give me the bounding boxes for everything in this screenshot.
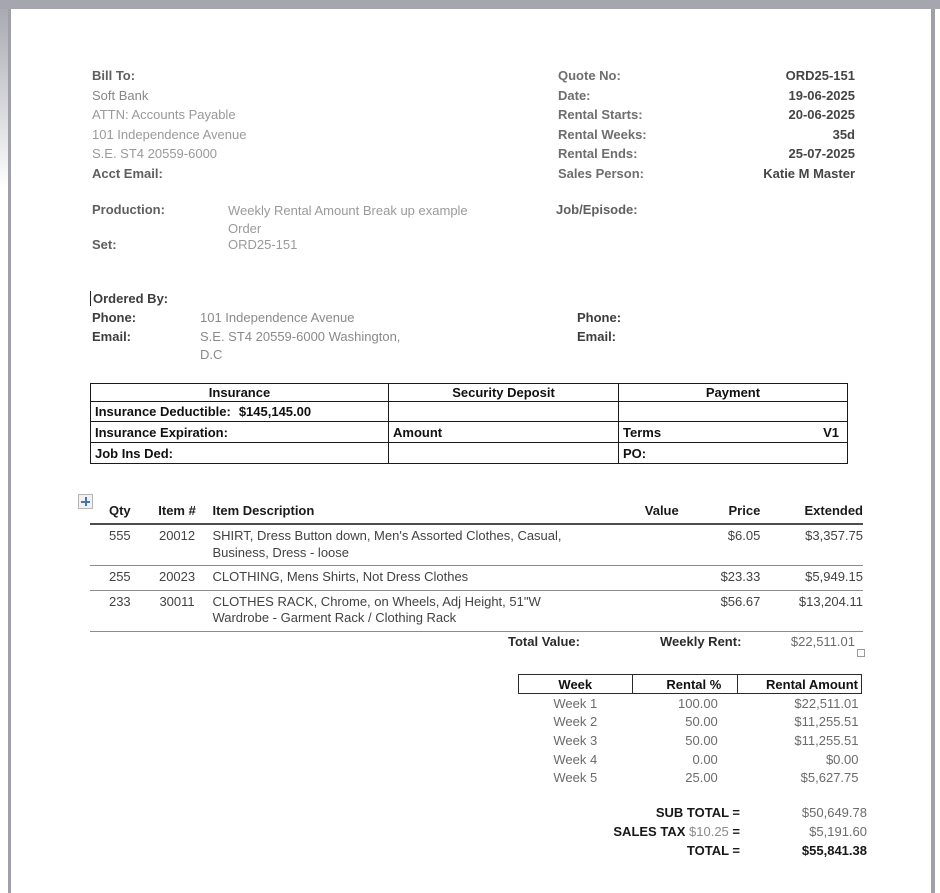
rental-amount-header: Rental Amount	[738, 675, 862, 694]
po-label: PO:	[619, 443, 848, 464]
week-pct: 50.00	[685, 714, 718, 730]
job-episode-label: Job/Episode:	[556, 202, 638, 217]
total-row	[430, 841, 867, 860]
production-value-line1: Weekly Rental Amount Break up example	[228, 203, 468, 218]
item-description-line1: CLOTHING, Mens Shirts, Not Dress Clothes	[212, 569, 469, 584]
item-no-header: Item #	[150, 503, 205, 524]
item-row	[90, 524, 863, 566]
salestax-value: $5,191.60	[809, 824, 867, 839]
price-header: Price	[679, 503, 761, 524]
rental-ends-label: Rental Ends:	[558, 146, 638, 162]
set-label: Set:	[92, 237, 117, 252]
item-value	[562, 590, 679, 631]
acct-email-label: Acct Email:	[92, 165, 163, 181]
week-pct: 25.00	[685, 770, 718, 786]
subtotal-label: SUB TOTAL =	[655, 805, 740, 820]
insurance-row-deductible	[91, 402, 848, 422]
weekly-rent-label: Weekly Rent:	[660, 634, 742, 649]
quote-row	[558, 86, 855, 106]
salestax-equals: =	[732, 824, 740, 839]
email-value-line1: S.E. ST4 20559-6000 Washington,	[200, 329, 401, 344]
insurance-deductible-label: Insurance Deductible:	[95, 404, 231, 419]
item-row	[90, 590, 863, 631]
week-label: Week 4	[553, 751, 598, 767]
production-label: Production:	[92, 202, 165, 217]
quote-row	[558, 125, 855, 145]
item-description-line2: Business, Dress - loose	[212, 544, 350, 560]
week-label: Week 3	[553, 732, 598, 748]
page-frame-right	[931, 9, 935, 893]
item-description-line1: SHIRT, Dress Button down, Men's Assorted Clothes, Casual,	[212, 528, 562, 543]
item-qty: 555	[90, 524, 150, 566]
subtotal-row	[430, 803, 867, 822]
qty-header: Qty	[90, 503, 150, 524]
item-extended: $13,204.11	[760, 590, 863, 631]
week-pct: 0.00	[692, 751, 718, 767]
week-row	[519, 750, 862, 769]
item-row	[90, 566, 863, 591]
text-cursor	[90, 291, 91, 306]
terms-value: V1	[823, 424, 839, 440]
page-frame-left	[8, 9, 11, 893]
phone2-label: Phone:	[577, 310, 622, 325]
weekly-rent-value: $22,511.01	[790, 634, 855, 649]
email-value-line2: D.C	[200, 347, 223, 362]
value-header: Value	[562, 503, 679, 524]
week-row	[519, 694, 862, 713]
quote-row	[558, 164, 855, 184]
set-value: ORD25-151	[228, 237, 298, 252]
week-header-row	[519, 675, 862, 694]
job-ins-ded-label: Job Ins Ded:	[91, 443, 389, 464]
week-amount: $0.00	[825, 751, 859, 767]
rental-ends-value: 25-07-2025	[788, 146, 855, 162]
quote-no-value: ORD25-151	[785, 68, 855, 83]
week-pct: 50.00	[685, 732, 718, 748]
item-qty: 255	[90, 566, 150, 591]
item-price: $6.05	[679, 524, 761, 566]
item-extended: $3,357.75	[760, 524, 863, 566]
page-frame-left-shadow	[0, 9, 8, 189]
item-description-line2: Wardrobe - Garment Rack / Clothing Rack	[212, 610, 457, 625]
total-value-label: Total Value:	[508, 634, 580, 649]
items-header-row	[90, 503, 863, 524]
phone-value: 101 Independence Avenue	[200, 310, 355, 325]
item-no: 30011	[150, 590, 205, 631]
item-value	[562, 524, 679, 566]
item-description-header: Item Description	[204, 503, 561, 524]
payment-cell-empty1	[619, 402, 848, 422]
subtotal-value: $50,649.78	[801, 805, 867, 820]
bill-to-attn: ATTN: Accounts Payable	[92, 107, 236, 123]
salestax-label: SALES TAX	[613, 824, 686, 839]
week-table	[518, 674, 862, 787]
rental-weeks-value: 35d	[832, 126, 855, 142]
week-label: Week 1	[553, 695, 598, 711]
table-resize-handle[interactable]	[857, 649, 865, 657]
email-label: Email:	[92, 329, 132, 344]
week-amount: $5,627.75	[800, 770, 859, 786]
bill-to-label: Bill To:	[92, 68, 136, 83]
quote-row	[558, 66, 855, 86]
insurance-header-row	[91, 384, 848, 402]
item-no: 20012	[150, 524, 205, 566]
insurance-row-job-ins	[91, 443, 848, 464]
week-header: Week	[519, 675, 633, 694]
extended-header: Extended	[760, 503, 863, 524]
amount-label: Amount	[389, 422, 619, 443]
sales-person-label: Sales Person:	[558, 165, 644, 181]
phone-label: Phone:	[92, 310, 137, 325]
production-value-line2: Order	[228, 221, 262, 236]
week-amount: $11,255.51	[794, 732, 859, 748]
insurance-deductible-value: $145,145.00	[238, 404, 312, 419]
total-amount-value: $55,841.38	[801, 843, 867, 858]
week-amount: $11,255.51	[794, 714, 859, 730]
quote-info-block	[558, 66, 855, 184]
email2-label: Email:	[577, 329, 617, 344]
insurance-header: Insurance	[91, 384, 389, 402]
item-description-line1: CLOTHES RACK, Chrome, on Wheels, Adj Height, 51"W	[212, 593, 541, 609]
salestax-rate: $10.25	[689, 824, 729, 839]
item-no: 20023	[150, 566, 205, 591]
insurance-table	[90, 383, 848, 464]
item-extended: $5,949.15	[760, 566, 863, 591]
summary-block	[430, 803, 867, 860]
week-row	[519, 768, 862, 787]
date-value: 19-06-2025	[788, 87, 855, 103]
week-pct: 100.00	[678, 695, 718, 711]
terms-label: Terms	[623, 424, 662, 440]
insurance-expiration-label: Insurance Expiration:	[91, 422, 389, 443]
item-value	[562, 566, 679, 591]
security-deposit-cell-empty2	[389, 443, 619, 464]
quote-row	[558, 144, 855, 164]
quote-no-label: Quote No:	[558, 68, 621, 83]
rental-starts-label: Rental Starts:	[558, 107, 643, 123]
week-amount: $22,511.01	[794, 695, 859, 711]
bill-to-address1: 101 Independence Avenue	[92, 126, 247, 142]
item-price: $23.33	[679, 566, 761, 591]
page-frame-top	[0, 0, 940, 9]
week-label: Week 5	[553, 770, 598, 786]
item-qty: 233	[90, 590, 150, 631]
quote-row	[558, 105, 855, 125]
week-label: Week 2	[553, 714, 598, 730]
date-label: Date:	[558, 87, 591, 103]
salestax-row	[430, 822, 867, 841]
rental-starts-value: 20-06-2025	[788, 107, 855, 123]
bill-to-block	[92, 66, 246, 184]
items-table	[90, 503, 863, 632]
week-row	[519, 713, 862, 732]
rental-weeks-label: Rental Weeks:	[558, 126, 647, 142]
security-deposit-header: Security Deposit	[389, 384, 619, 402]
week-row	[519, 731, 862, 750]
bill-to-address2: S.E. ST4 20559-6000	[92, 146, 218, 162]
rental-pct-header: Rental %	[632, 675, 738, 694]
security-deposit-cell-empty1	[389, 402, 619, 422]
payment-header: Payment	[619, 384, 848, 402]
item-price: $56.67	[679, 590, 761, 631]
bill-to-company: Soft Bank	[92, 87, 149, 103]
insurance-row-expiration	[91, 422, 848, 443]
sales-person-value: Katie M Master	[763, 165, 855, 181]
total-label: TOTAL =	[686, 843, 740, 858]
ordered-by-label: Ordered By:	[93, 291, 169, 306]
